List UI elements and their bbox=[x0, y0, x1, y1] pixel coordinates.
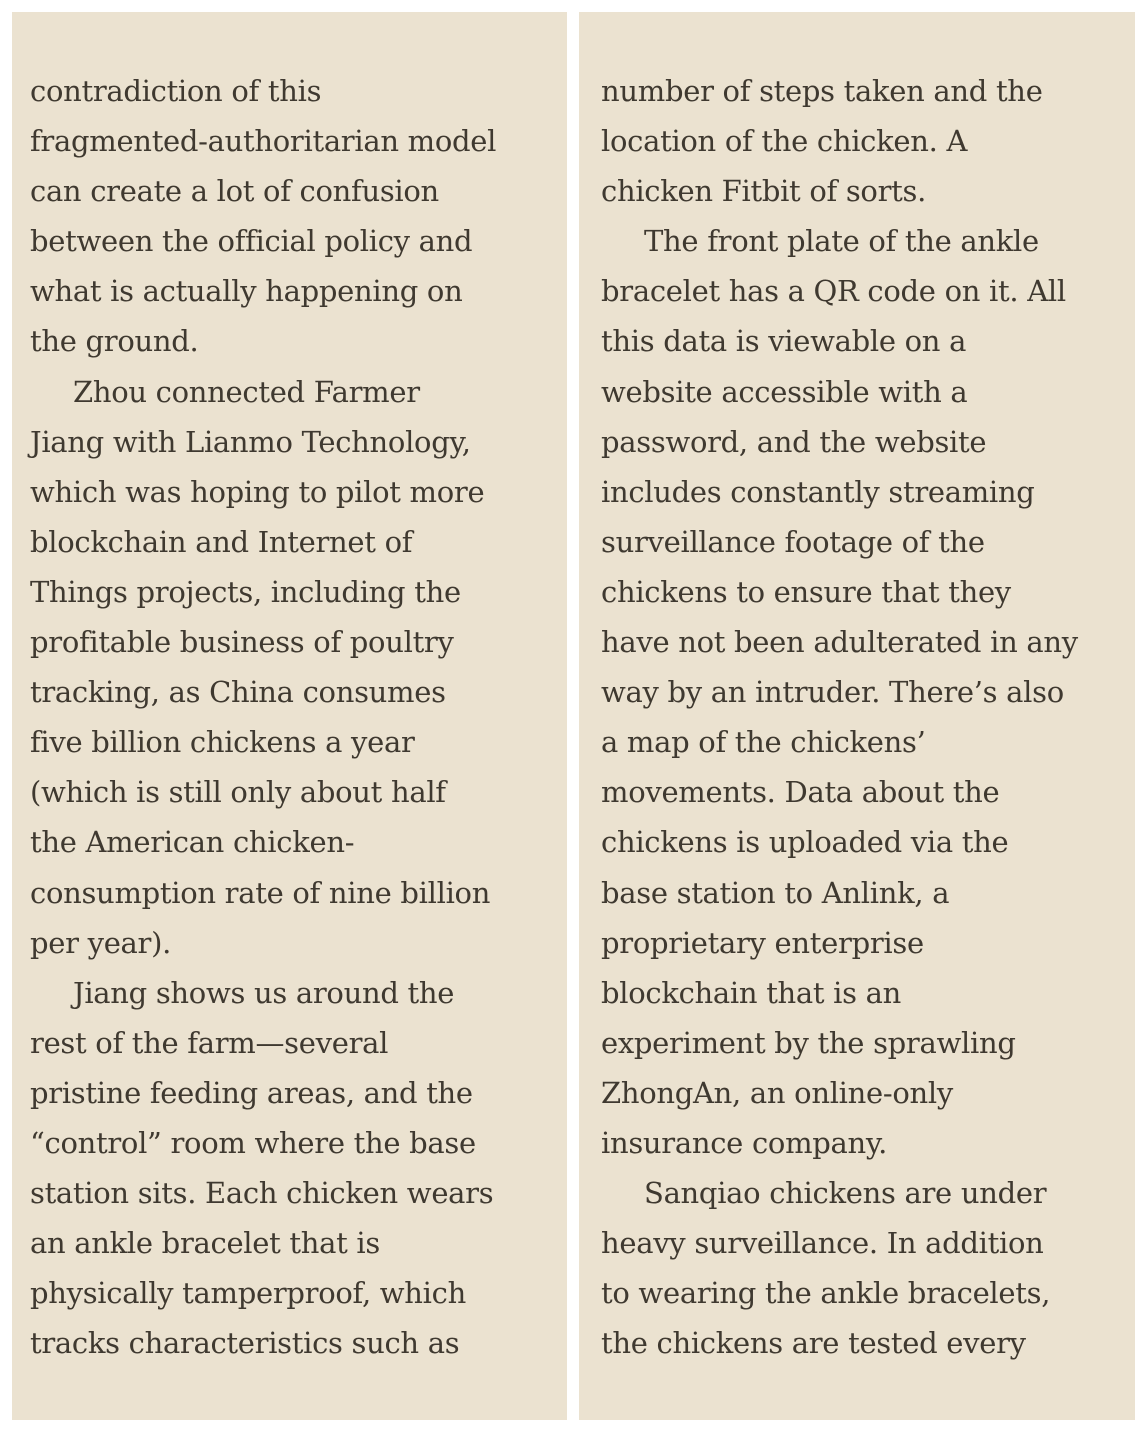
text-line: blockchain that is an bbox=[601, 975, 902, 1010]
text-line: chicken Fitbit of sorts. bbox=[601, 174, 926, 209]
text-line: to wearing the ankle bracelets, bbox=[601, 1276, 1051, 1311]
text-line: between the official policy and bbox=[30, 224, 473, 259]
text-line: fragmented-authoritarian model bbox=[30, 124, 497, 159]
text-line: which was hoping to pilot more bbox=[30, 474, 485, 509]
text-line: this data is viewable on a bbox=[601, 324, 967, 359]
text-line: per year). bbox=[30, 925, 172, 960]
text-line: pristine feeding areas, and the bbox=[30, 1075, 473, 1110]
text-line: the chickens are tested every bbox=[601, 1326, 1026, 1361]
text-line: what is actually happening on bbox=[30, 274, 463, 309]
text-line: insurance company. bbox=[601, 1125, 888, 1160]
text-line: way by an intruder. There’s also bbox=[601, 675, 1064, 710]
text-line: location of the chicken. A bbox=[601, 124, 968, 159]
text-line: the American chicken- bbox=[30, 825, 355, 860]
text-line: contradiction of this bbox=[30, 74, 322, 108]
text-line: surveillance footage of the bbox=[601, 524, 985, 559]
text-line: tracking, as China consumes bbox=[30, 675, 446, 710]
left-page bbox=[12, 12, 567, 1420]
text-line: can create a lot of confusion bbox=[30, 174, 439, 209]
text-line: includes constantly streaming bbox=[601, 474, 1035, 509]
text-line: number of steps taken and the bbox=[601, 74, 1043, 108]
text-line: Things projects, including the bbox=[30, 574, 461, 609]
text-line: blockchain and Internet of bbox=[30, 524, 413, 559]
text-line: an ankle bracelet that is bbox=[30, 1226, 380, 1261]
right-page bbox=[579, 12, 1135, 1420]
text-line: experiment by the sprawling bbox=[601, 1025, 1016, 1060]
text-line: five billion chickens a year bbox=[30, 725, 415, 760]
text-line: have not been adulterated in any bbox=[601, 625, 1078, 660]
text-line: Jiang with Lianmo Technology, bbox=[30, 424, 471, 459]
text-line: movements. Data about the bbox=[601, 775, 1000, 810]
text-line: Jiang shows us around the bbox=[73, 975, 455, 1010]
text-line: the ground. bbox=[30, 324, 199, 359]
text-line: “control” room where the base bbox=[30, 1125, 476, 1160]
text-line: a map of the chickens’ bbox=[601, 725, 926, 760]
text-line: ZhongAn, an online-only bbox=[601, 1075, 953, 1110]
text-line: Sanqiao chickens are under bbox=[644, 1176, 1047, 1211]
text-line: rest of the farm—several bbox=[30, 1025, 389, 1060]
text-line: heavy surveillance. In addition bbox=[601, 1226, 1044, 1261]
text-line: The front plate of the ankle bbox=[644, 224, 1039, 259]
text-line: physically tamperproof, which bbox=[30, 1276, 466, 1311]
text-line: station sits. Each chicken wears bbox=[30, 1176, 494, 1211]
text-line: tracks characteristics such as bbox=[30, 1326, 460, 1361]
text-line: consumption rate of nine billion bbox=[30, 875, 491, 910]
text-line: chickens to ensure that they bbox=[601, 574, 1011, 609]
text-line: website accessible with a bbox=[601, 374, 968, 409]
text-line: password, and the website bbox=[601, 424, 987, 459]
text-line: (which is still only about half bbox=[30, 775, 446, 810]
text-line: bracelet has a QR code on it. All bbox=[601, 274, 1066, 309]
text-line: Zhou connected Farmer bbox=[73, 374, 420, 409]
text-line: base station to Anlink, a bbox=[601, 875, 950, 910]
text-line: proprietary enterprise bbox=[601, 925, 924, 960]
text-line: profitable business of poultry bbox=[30, 625, 454, 660]
text-line: chickens is uploaded via the bbox=[601, 825, 1009, 860]
